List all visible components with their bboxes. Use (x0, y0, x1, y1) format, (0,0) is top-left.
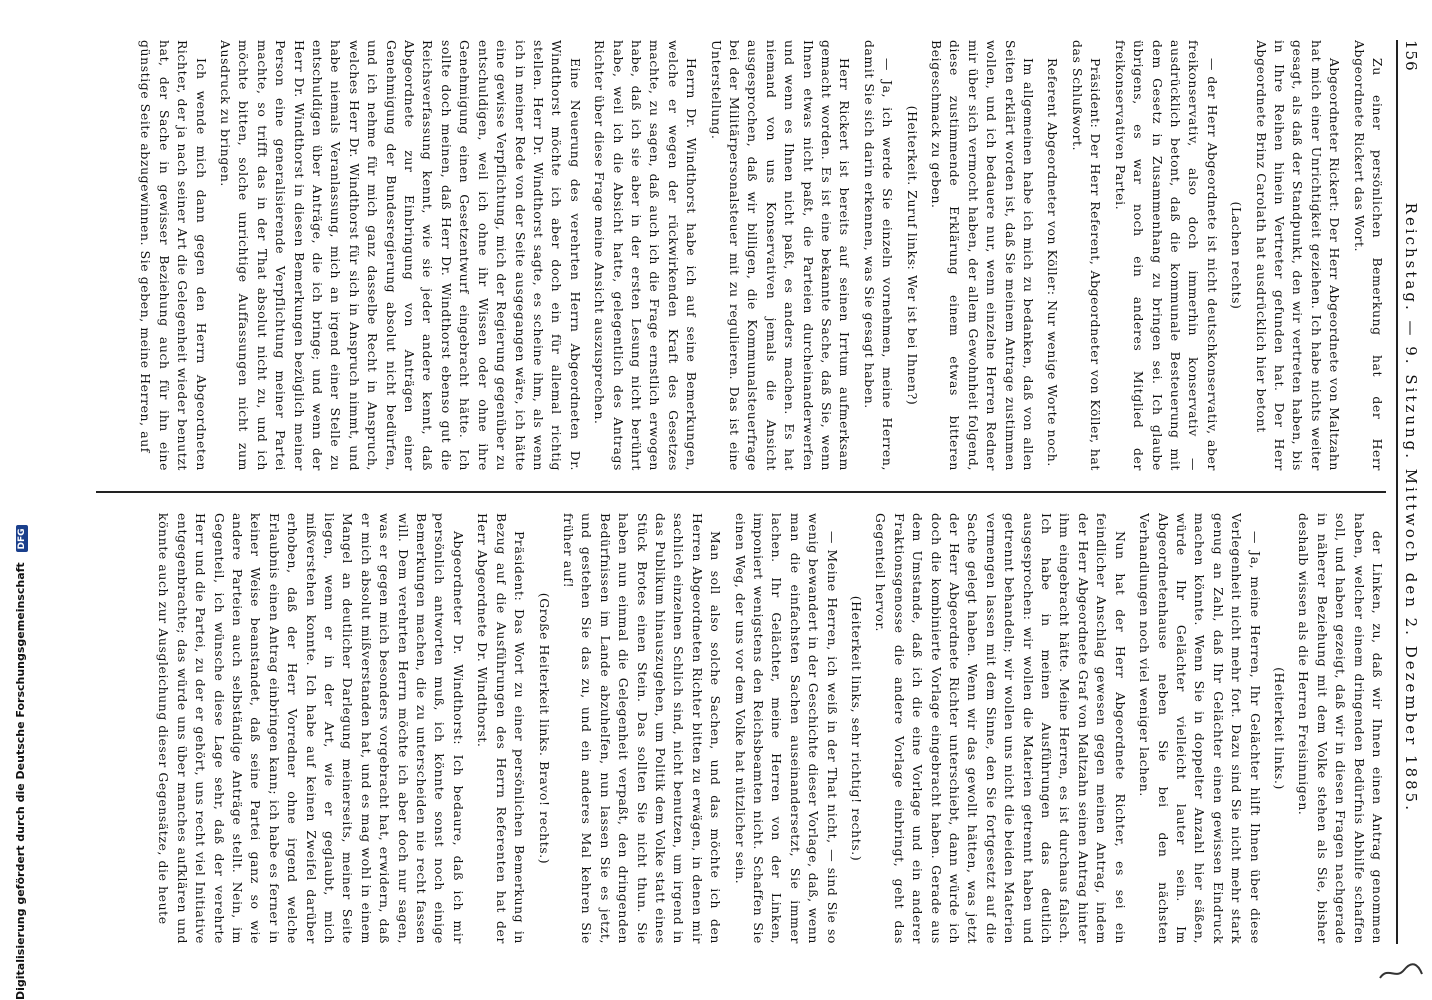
paragraph: Zu einer persönlichen Bemerkung hat der Herr Abgeordnete Rickert das Wort. (1351, 40, 1385, 471)
paragraph: Ich wende mich dann gegen den Herrn Abgeordneten Richter, der ja nach seiner Art die Gelegenheit wieder benutzt hat, der Sache in gewisser Beziehung auch für ihn eine günstige Seite abzugewinnen. Sie geben, meine Herren, auf (138, 40, 209, 471)
paragraph: — Ja, meine Herren, Ihr Gelächter hilft Ihnen über diese Verlegenheit nicht mehr fort. Dazu sind Sie nicht mehr stark genug an Zahl, daß Ihr Gelächter einen gewissen Eindruck machen könnte. Wenn Sie in doppelter Anzahl hier säßen, würde Ihr Gelächter vielleicht lauter sein. Im Abgeordnetenhause neben Sie bei den nächsten Verhandlungen noch viel weniger lachen. (1137, 513, 1263, 944)
text-columns (96, 40, 1386, 944)
page-number: 156 (1402, 40, 1420, 72)
paragraph: Eine Neuerung des verehrten Herrn Abgeordneten Dr. Windthorst möchte ich aber doch ein für allemal richtig stellen. Herr Dr. Windthorst sagte, es scheine ihm, als wenn ich in meiner Rede von der Seite ausgegangen wäre, ich hätte eine gewisse Verpflichtung, mich der Regierung gegenüber zu entschuldigen, weil ich ohne ihr Wissen oder ohne ihre Genehmigung einen Gesetzentwurf eingebracht hätte. Ich sollte doch meinen, daß Herr Dr. Windthorst ebenso gut die Reichsverfassung kennt, wie sie jeder andere kennt, daß Abgeordnete zur Einbringung von Anträgen einer Genehmigung der Bundesregierung absolut nicht bedürfen, und ich nehme für mich ganz dasselbe Recht in Anspruch, welches Herr Dr. Windthorst für sich in Anspruch nimmt, und habe niemals Veranlassung, mich an irgend einer Stelle zu entschuldigen über Anträge, die ich bringe; und wenn der Herr Dr. Windthorst in diesen Bemerkungen bezüglich meiner Person eine generalisierende Verpflichtung meiner Partei machte, so trifft das in der That absolut nicht zu, und ich möchte bitten, solche unrichtige Auffassungen nicht zum Ausdruck zu bringen. (218, 40, 583, 471)
paragraph: (Heiterkeit. Zuruf links: Wer ist bei Ihnen?) (904, 105, 920, 406)
paragraph: — der Herr Abgeordnete ist nicht deutschkonservativ, aber freikonservativ, also doch immerhin konservativ — ausdrücklich betont, daß die kommunale Besteuerung mit dem Gesetz in Zusammenhang zu bringen sei. Ich glaube übrigens, es war noch ein anderes Mitglied der freikonservativen Partei. (1112, 40, 1220, 471)
dfg-credit-text: Digitalisierung gefördert durch die Deutsche Forschungsgemeinschaft (14, 562, 27, 1000)
dfg-credit (14, 525, 28, 1000)
paragraph: Herrn Dr. Windthorst habe ich auf seine Bemerkungen, welche er wegen der rückwirkenden Kraft des Gesetzes machte, zu sagen, daß auch ich die Frage ernstlich erwogen habe, daß ich sie aber in der ersten Lesung nicht berührt habe, weil ich die Absicht hatte, gelegentlich des Antrags Richter über diese Frage meine Ansicht auszusprechen. (592, 40, 700, 471)
ink-mark (1378, 960, 1424, 984)
paragraph: (Heiterkeit links.) (1271, 667, 1287, 790)
dfg-logo: DFG (16, 525, 28, 552)
paragraph: der Linken, zu, daß wir Ihnen einen Antrag genommen haben, welcher einem dringenden Bedürfnis Abhilfe schaffen soll, und haben gezeigt, daß wir in diesen Fragen nachgerade in näherer Beziehung mit dem Volke stehen als Sie, bisher deshalb wissen als die Herren Freisinnigen. (1296, 513, 1385, 944)
column-divider (96, 491, 1386, 493)
left-column (96, 40, 1386, 471)
paragraph: Man soll also solche Sachen, und das möchte ich den Herren Abgeordneten Richter bitten zu erwägen, in denen mir sachlich einzelnen Schlich sind, nicht benutzen, um irgend in das Publikum hinauszugehen, um Politik dem Volke statt eines Stück Brotes einen Stein. Das sollten Sie nicht thun. Sie haben nun einmal die Gelegenheit verpaßt, den dringenden Bedürfnissen im Lande abzuhelfen, nun lassen Sie es jetzt, und gestehen Sie das zu, und ein anderes Mal kehren Sie früher auf! (560, 513, 724, 944)
paragraph: Präsident: Der Herr Referent, Abgeordneter von Köller, hat das Schlußwort. (1069, 40, 1104, 471)
paragraph: (Lachen rechts) (1229, 201, 1245, 310)
paragraph: (Heiterkeit links, sehr richtig! rechts.) (849, 595, 865, 862)
paragraph: Abgeordneter Dr. Windthorst: Ich bedaure, daß ich mir persönlich antworten muß, ich könnte sonst noch einige Bemerkungen machen, die zu unterscheiden nie recht fassen will. Dem verehrten Herrn möchte ich aber doch nur sagen, was er gegen mich besonders vorgebracht hat, erwidern, daß er mich absolut mißverstanden hat, und es mag wohl in einem Mangel an deutlicher Darlegung meinerseits, meiner Seite liegen, wenn er in der Art, wie er geglaubt, mich mißverstehen konnte. Ich habe auf keinen Zweifel darüber erhoben, daß der Herr Vorredner ohne irgend welche Erlaubnis einen Antrag einbringen kann; ich habe es ferner in keiner Weise beanstandet, daß seine Partei ganz so wie andere Parteien auch selbständige Anträge stellt. Nein, im Gegenteil, ich wünsche diese Lage sehr, daß der verehrte Herr und die Partei, zu der er gehört, uns recht viel Initiative entgegenbrachte; das würde uns über manches aufklären und könnte auch zur Ausgleichung dieser Gegensätze, die heute (156, 513, 466, 944)
paragraph: Nun hat der Herr Abgeordnete Richter, es sei ein feindlicher Anschlag gewesen gegen meinen Antrag, indem der Herr Abgeordnete Graf von Maltzahn seinen Antrag hinter ihm eingebracht hätte. Meine Herren, es ist durchaus falsch. Ich habe in meinen Ausführungen das deutlich ausgesprochen: wir wollen die Materien getrennt haben und getrennt behandeln; wir wollen uns nicht die beiden Materien vermengen lassen mit dem Sinne, den Sie fortgesetzt auf die Sache gelegt haben. Wenn wir das gewollt hätten, was jetzt der Herr Abgeordnete Richter unterschiebt, dann würde ich doch die kombinierte Vorlage eingebracht haben. Gerade aus dem Umstande, daß ich die eine Vorlage und ein anderer Fraktionsgenosse die andere Vorlage einbringt, geht das Gegenteil hervor. (873, 513, 1128, 944)
paragraph: — Meine Herren, ich weiß in der That nicht, — sind Sie so wenig bewandert in der Geschichte dieser Vorlage, daß, wenn man die einfachsten Sachen auseinandersetzt, Sie immer lachen. Ihr Gelächter, meine Herren von der Linken, imponiert wenigstens den Reichsbeamten nicht. Schaffen Sie einen Weg, der uns vor dem Volke hat nützlicher sein. (732, 513, 840, 944)
page-header (1396, 40, 1420, 944)
paragraph: Herr Rickert ist bereits auf seinen Irrtum aufmerksam gemacht worden. Es ist eine bekannte Sache, daß Sie, wenn Ihnen etwas nicht paßt, die Parteien durcheinanderwerfen und wenn es Ihnen nicht paßt, es anders machen. Es hat niemand von uns Konservativen jemals die Ansicht ausgesprochen, daß wir billigen, die Kommunalsteuerfrage bei der Militärpersonalsteuer mit zu regulieren. Das ist eine Unterstellung. (708, 40, 853, 471)
right-column (96, 513, 1386, 944)
running-title: Reichstag. — 9. Sitzung. Mittwoch den 2. Dezember 1885. (1402, 202, 1420, 813)
paragraph: Präsident: Das Wort zu einer persönlichen Bemerkung in Bezug auf die Ausführungen des Herrn Referenten hat der Herr Abgeordnete Dr. Windthorst. (475, 513, 528, 944)
paragraph: Abgeordneter Rickert: Der Herr Abgeordnete von Maltzahn hat mich einer Unrichtigkeit geziehen. Ich habe nichts weiter gesagt, als daß der Standpunkt, den wir vertreten haben, bis in Ihre Reihen hinein Vertreter gefunden hat. Der Herr Abgeordnete Brinz Carolath hat ausdrücklich hier betont (1253, 40, 1343, 471)
paragraph: Im allgemeinen habe ich mich zu bedanken, daß von allen Seiten erklärt worden ist, daß Sie meinem Antrage zustimmen wollen, und ich bedauere nur, wenn einzelne Herren Redner mir über sich vermocht haben, der allem Gewohnheit folgend, diese zustimmende Erklärung einem etwas bitteren Beigeschmack zu geben. (929, 40, 1037, 471)
paragraph: (Große Heiterkeit links. Bravo! rechts.) (536, 592, 552, 865)
paragraph: — Ja, ich werde Sie einzeln vornehmen, meine Herren, damit Sie sich darin erkennen, was Sie gesagt haben. (861, 40, 896, 471)
paragraph: Referent Abgeordneter von Köller: Nur wenige Worte noch. (1045, 58, 1061, 467)
